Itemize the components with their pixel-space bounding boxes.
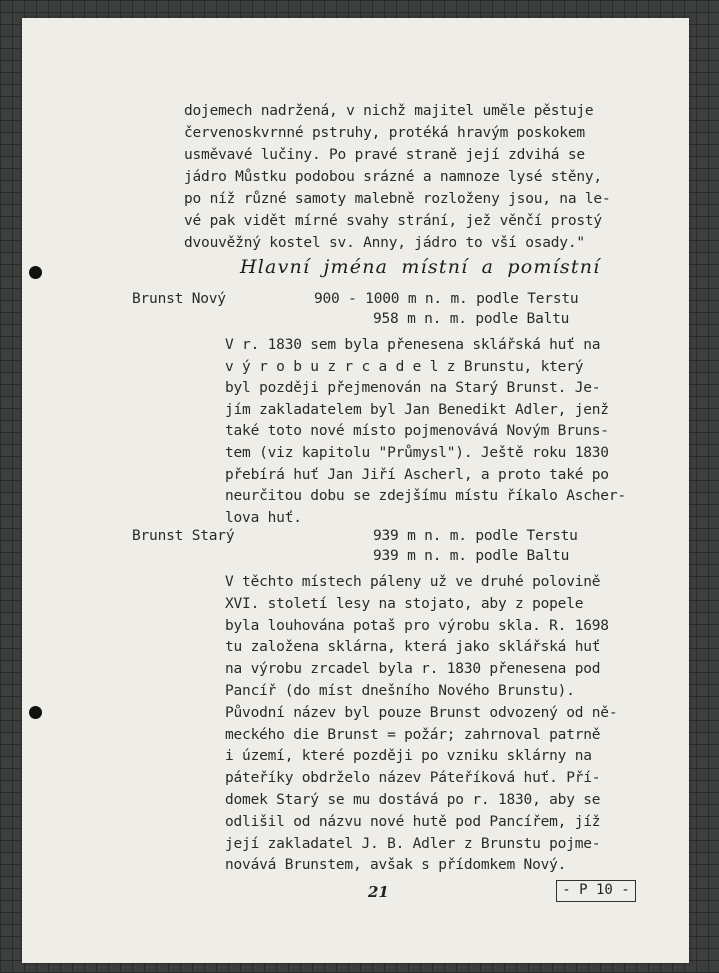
text-line: XVI. století lesy na stojato, aby z popele xyxy=(225,595,584,612)
text-line: její zakladatel J. B. Adler z Brunstu pojmе- xyxy=(225,835,601,852)
text-line: červenoskvrnné pstruhy, protéká hravým poskokem xyxy=(184,125,585,141)
text-line: dojemech nadržená, v nichž majitel uměle pěstuje xyxy=(184,103,594,119)
page-number: 21 xyxy=(368,883,389,901)
text-line: Původní název byl pouze Brunst odvozený od ně- xyxy=(225,704,618,721)
text-line: domek Starý se mu dostává po r. 1830, aby se xyxy=(225,792,601,808)
text-line: v ý r o b u z r c a d e l z Brunstu, který xyxy=(225,358,584,375)
text-line-last: novává Brunstem, avšak s přídomkem Nový. xyxy=(225,857,567,874)
text-line: také toto nové místo pojmenovává Novým Bruns- xyxy=(225,423,609,440)
text-line: páteříky obdrželo název Páteříková huť. Pří- xyxy=(225,770,601,787)
entry-name: Brunst Starý xyxy=(132,528,235,544)
entry-name: Brunst Nový xyxy=(132,291,226,307)
text-line: usměvavé lučiny. Po pravé straně její zdvihá se xyxy=(184,147,585,163)
text-line: dvouvěžný kostel sv. Anny, jádro to vší osady." xyxy=(184,235,585,251)
text-line: po níž různé samoty malebně rozloženy jsou, na le- xyxy=(184,191,611,207)
text-line: neurčitou dobu se zdejšímu místu říkalo Ascher- xyxy=(225,488,626,505)
text-line: lova huť. xyxy=(225,509,302,526)
text-line: V r. 1830 sem byla přenesena sklářská huť na xyxy=(225,337,601,353)
text-line: byl později přejmenován na Starý Brunst. Je- xyxy=(225,380,601,397)
page-code-box: - P 10 - xyxy=(556,880,636,902)
text-line: přebírá huť Jan Jiří Ascherl, a proto také po xyxy=(225,466,609,483)
text-line: vé pak vidět mírné svahy strání, jež věnčí prostý xyxy=(184,213,602,229)
punch-hole xyxy=(29,706,42,719)
entry-altitude: 958 m n. m. podle Baltu xyxy=(373,311,570,327)
punch-hole xyxy=(29,266,42,279)
text-line: tu založena sklárna, která jako sklářská huť xyxy=(225,639,601,656)
text-line: jím zakladatelem byl Jan Benedikt Adler, jenž xyxy=(225,401,609,418)
text-line: byla louhována potaš pro výrobu skla. R. 1698 xyxy=(225,617,609,634)
text-line: Pancíř (do míst dnešního Nového Brunstu). xyxy=(225,683,575,699)
text-line: V těchto místech páleny už ve druhé polovině xyxy=(225,574,601,590)
entry-altitude: 939 m n. m. podle Terstu xyxy=(373,528,578,544)
entry-altitude: 939 m n. m. podle Baltu xyxy=(373,548,570,564)
entry-altitude: 900 - 1000 m n. m. podle Terstu xyxy=(314,291,579,307)
text-line: odlišil od názvu nové hutě pod Pancířem, jíž xyxy=(225,813,601,830)
section-heading: Hlavní jména místní a pomístní xyxy=(240,256,601,278)
text-line: na výrobu zrcadel byla r. 1830 přenesena pod xyxy=(225,661,601,678)
text-line: tem (viz kapitolu "Průmysl"). Ještě roku 1830 xyxy=(225,445,609,461)
text-line: meckého die Brunst = požár; zahrnoval patrně xyxy=(225,726,601,743)
text-line: jádro Můstku podobou srázné a namnoze lysé stěny, xyxy=(184,169,602,185)
text-line: i území, které později po vzniku sklárny na xyxy=(225,748,592,765)
